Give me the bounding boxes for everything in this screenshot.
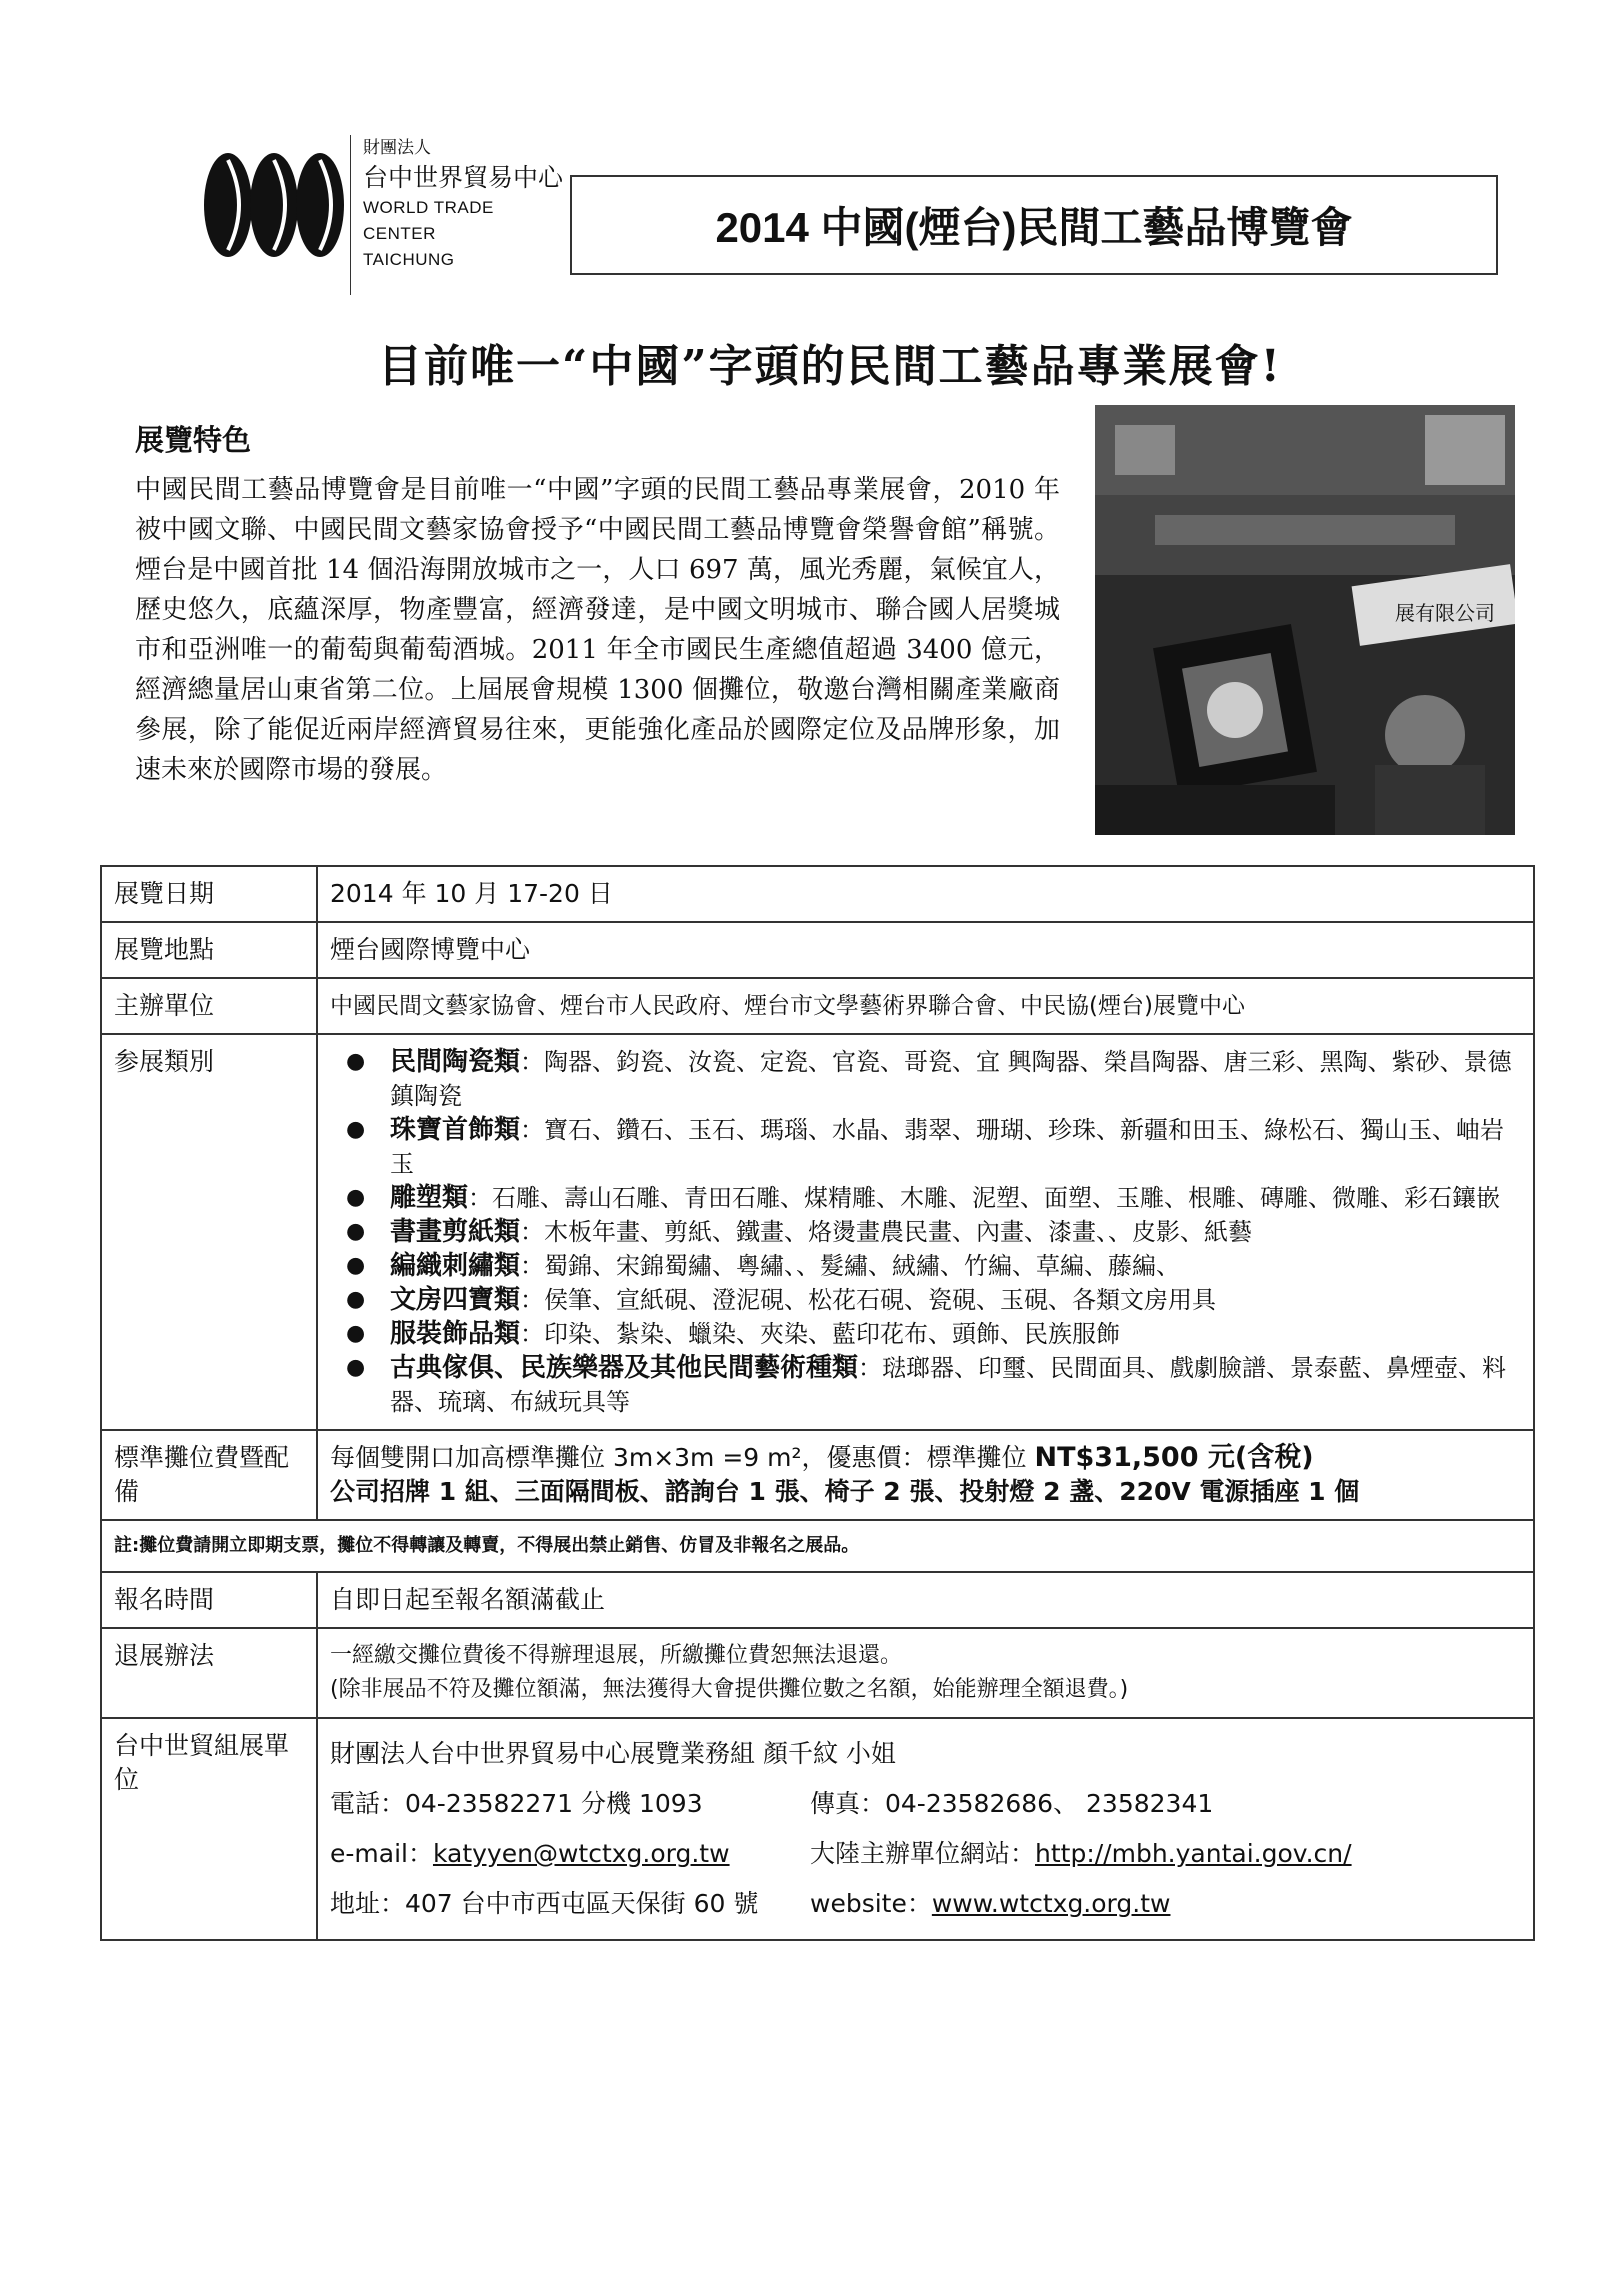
category-items: ：寶石、鑽石、玉石、瑪瑙、水晶、翡翠、珊瑚、珍珠、新疆和田玉、綠松石、獨山玉、岫岩玉	[390, 1116, 1505, 1178]
date-value: 2014 年 10 月 17-20 日	[317, 866, 1534, 922]
website-link[interactable]: www.wtctxg.org.tw	[931, 1889, 1171, 1918]
category-items: ：石雕、壽山石雕、青田石雕、煤精雕、木雕、泥塑、面塑、玉雕、根雕、磚雕、微雕、彩石鑲嵌	[468, 1184, 1501, 1212]
category-label: 参展類別	[101, 1034, 317, 1430]
category-items: ：木板年畫、剪紙、鐵畫、烙燙畫農民畫、內畫、漆畫、、皮影、紙藝	[520, 1218, 1253, 1246]
logo-line3: WORLD TRADE CENTER	[363, 198, 494, 243]
category-name: 珠寶首飾類	[390, 1115, 521, 1145]
contact-email-line	[330, 1829, 1521, 1879]
withdraw-value	[317, 1628, 1534, 1718]
page-title: 2014 中國(煙台)民間工藝品博覽會	[715, 204, 1353, 251]
website-label: website：	[810, 1889, 932, 1918]
list-item	[330, 1045, 1521, 1113]
table-row	[101, 1628, 1534, 1718]
category-name: 文房四寶類	[390, 1285, 521, 1315]
logo-text	[350, 135, 570, 295]
venue-label: 展覽地點	[101, 922, 317, 978]
booth-label: 標準攤位費暨配備	[101, 1430, 317, 1520]
withdraw-label: 退展辦法	[101, 1628, 317, 1718]
photo-sign-text: 展有限公司	[1395, 601, 1495, 625]
withdraw-line2: (除非展品不符及攤位額滿，無法獲得大會提供攤位數之名額，始能辦理全額退費。)	[330, 1677, 1129, 1702]
category-items: ：陶器、鈞瓷、汝瓷、定瓷、官瓷、哥瓷、宜 興陶器、榮昌陶器、唐三彩、黑陶、紫砂、景德鎮陶瓷	[390, 1048, 1512, 1110]
booth-desc: 每個雙開口加高標準攤位 3m×3m =9 m²，優惠價：標準攤位	[330, 1443, 1035, 1472]
table-row	[101, 1520, 1534, 1572]
contact-fax: 傳真：04-23582686、 23582341	[810, 1789, 1214, 1818]
table-row	[101, 1034, 1534, 1430]
list-item	[330, 1317, 1521, 1351]
cn-site-label: 大陸主辦單位網站：	[810, 1839, 1036, 1868]
cn-site-link[interactable]: http://mbh.yantai.gov.cn/	[1035, 1839, 1352, 1868]
list-item	[330, 1215, 1521, 1249]
category-name: 編織刺繡類	[390, 1251, 521, 1281]
contact-org: 財團法人台中世界貿易中心展覽業務組 顏千紋 小姐	[330, 1739, 896, 1768]
exhibition-info-table	[100, 865, 1535, 1941]
contact-label: 台中世貿組展單位	[101, 1718, 317, 1940]
table-row	[101, 866, 1534, 922]
booth-note: 註:攤位費請開立即期支票，攤位不得轉讓及轉賣，不得展出禁止銷售、仿冒及非報名之展品。	[101, 1520, 1534, 1572]
category-items: ：侯筆、宣紙硯、澄泥硯、松花石硯、瓷硯、玉硯、各類文房用具	[520, 1286, 1217, 1314]
exhibition-photo	[1095, 405, 1515, 835]
organizer-value: 中國民間文藝家協會、煙台市人民政府、煙台市文學藝術界聯合會、中民協(煙台)展覽中心	[317, 978, 1534, 1034]
category-value	[317, 1034, 1534, 1430]
list-item	[330, 1249, 1521, 1283]
contact-address-line	[330, 1879, 1521, 1929]
category-list	[330, 1045, 1521, 1419]
logo-line4: TAICHUNG	[363, 250, 455, 269]
booth-line1	[330, 1441, 1521, 1475]
registration-label: 報名時間	[101, 1572, 317, 1628]
contact-phone-line	[330, 1779, 1521, 1829]
list-item	[330, 1113, 1521, 1181]
exhibition-scene-icon	[1095, 405, 1515, 835]
wtc-logo-icon	[200, 140, 348, 270]
date-label: 展覽日期	[101, 866, 317, 922]
booth-line2: 公司招牌 1 組、三面隔間板、諮詢台 1 張、椅子 2 張、投射燈 2 盞、220V 電源插座 1 個	[330, 1477, 1360, 1506]
registration-value: 自即日起至報名額滿截止	[317, 1572, 1534, 1628]
contact-value	[317, 1718, 1534, 1940]
table-row	[101, 1430, 1534, 1520]
category-items: ：印染、紮染、蠟染、夾染、藍印花布、頭飾、民族服飾	[520, 1320, 1121, 1348]
list-item	[330, 1283, 1521, 1317]
intro-paragraph: 中國民間工藝品博覽會是目前唯一“中國”字頭的民間工藝品專業展會，2010 年被中國文聯、中國民間文藝家協會授予“中國民間工藝品博覽會榮譽會館”稱號。煙台是中國首批 14 個沿海開放城市之一，人口 697 萬，風光秀麗，氣候宜人，歷史悠久，底蘊深厚，物產豐富，經濟發達，是中國文明城市、聯合國人居獎城市和亞洲唯一的葡萄與葡萄酒城。2011 年全市國民生產總值超過 3400 億元，經濟總量居山東省第二位。上屆展會規模 1300 個攤位，敬邀台灣相關產業廠商參展，除了能促近兩岸經濟貿易往來，更能強化產品於國際定位及品牌形象，加速未來於國際市場的發展。	[135, 475, 1060, 785]
category-items: ：琺瑯器、印璽、民間面具、戲劇臉譜、景泰藍、鼻煙壺、料器、琉璃、布絨玩具等	[390, 1354, 1507, 1416]
organizer-label: 主辦單位	[101, 978, 317, 1034]
table-row	[101, 922, 1534, 978]
venue-value: 煙台國際博覽中心	[317, 922, 1534, 978]
logo-line2: 台中世界貿易中心	[363, 163, 564, 192]
category-name: 民間陶瓷類	[390, 1047, 521, 1077]
title-box	[570, 175, 1498, 275]
table-row	[101, 1572, 1534, 1628]
withdraw-line1: 一經繳交攤位費後不得辦理退展，所繳攤位費恕無法退還。	[330, 1643, 903, 1668]
category-name: 古典傢俱、民族樂器及其他民間藝術種類	[390, 1353, 859, 1383]
logo-line1: 財團法人	[363, 138, 431, 158]
category-name: 雕塑類	[390, 1183, 469, 1213]
category-name: 書畫剪紙類	[390, 1217, 521, 1247]
category-name: 服裝飾品類	[390, 1319, 521, 1349]
contact-phone: 電話：04-23582271 分機 1093	[330, 1789, 703, 1818]
category-items: ：蜀錦、宋錦蜀繡、粵繡、、髮繡、絨繡、竹編、草編、藤編、	[520, 1252, 1181, 1280]
booth-price: NT$31,500 元(含稅)	[1034, 1442, 1314, 1473]
contact-address: 地址：407 台中市西屯區天保街 60 號	[330, 1889, 759, 1918]
intro-heading: 展覽特色	[135, 423, 252, 457]
table-row	[101, 978, 1534, 1034]
slogan: 目前唯一“中國”字頭的民間工藝品專業展會!	[378, 341, 1282, 392]
email-link[interactable]: katyyen@wtctxg.org.tw	[432, 1839, 730, 1868]
table-row	[101, 1718, 1534, 1940]
email-label: e-mail：	[330, 1839, 433, 1868]
list-item	[330, 1351, 1521, 1419]
list-item	[330, 1181, 1521, 1215]
booth-value	[317, 1430, 1534, 1520]
